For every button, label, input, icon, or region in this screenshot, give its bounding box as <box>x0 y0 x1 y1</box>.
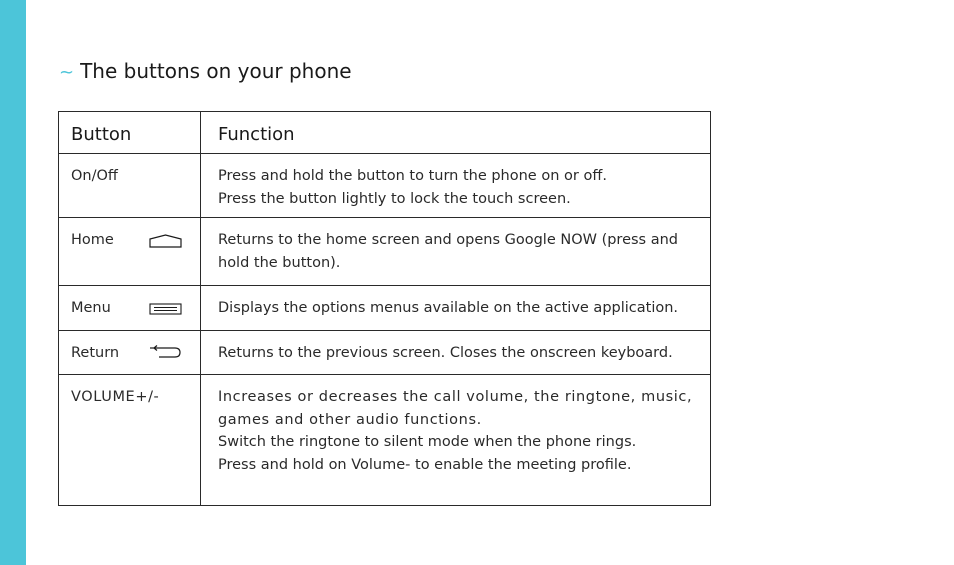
function-cell <box>201 375 711 506</box>
button-name: Home <box>71 232 114 248</box>
button-cell <box>59 331 201 375</box>
function-cell <box>201 331 711 375</box>
table-header-row <box>59 112 711 154</box>
table-row <box>59 331 711 375</box>
button-cell <box>59 218 201 286</box>
return-icon <box>149 344 182 367</box>
function-text: Press and hold the button to turn the phone on or off. <box>218 168 607 184</box>
function-cell <box>201 154 711 218</box>
table-row <box>59 375 711 506</box>
table-row <box>59 286 711 331</box>
header-function: Function <box>201 112 711 154</box>
function-text: Returns to the previous screen. Closes the onscreen keyboard. <box>218 345 673 361</box>
button-cell <box>59 154 201 218</box>
button-cell <box>59 375 201 506</box>
button-cell <box>59 286 201 331</box>
side-accent-bar <box>0 0 26 565</box>
section-heading <box>59 57 352 87</box>
button-name: On/Off <box>71 168 118 184</box>
function-text: Press and hold on Volume- to enable the meeting profile. <box>218 456 632 473</box>
home-icon <box>149 233 182 256</box>
heading-title: The buttons on your phone <box>80 59 352 83</box>
heading-bullet: ~ <box>59 62 75 83</box>
button-name: Return <box>71 345 120 361</box>
menu-icon <box>149 300 182 323</box>
function-text: Returns to the home screen and opens Google NOW (press and hold the button). <box>218 232 678 271</box>
header-button: Button <box>59 112 201 154</box>
function-text: Increases or decreases the call volume, the ringtone, music, games and other audio functions. <box>218 389 693 428</box>
buttons-table <box>58 111 711 506</box>
button-name: Menu <box>71 300 111 316</box>
button-name: VOLUME+/- <box>71 389 160 405</box>
function-cell <box>201 286 711 331</box>
function-text: Switch the ringtone to silent mode when the phone rings. <box>218 434 637 450</box>
function-cell <box>201 218 711 286</box>
table-row <box>59 218 711 286</box>
function-text: Press the button lightly to lock the touch screen. <box>218 190 571 207</box>
function-text: Displays the options menus available on the active application. <box>218 300 679 316</box>
table-row <box>59 154 711 218</box>
